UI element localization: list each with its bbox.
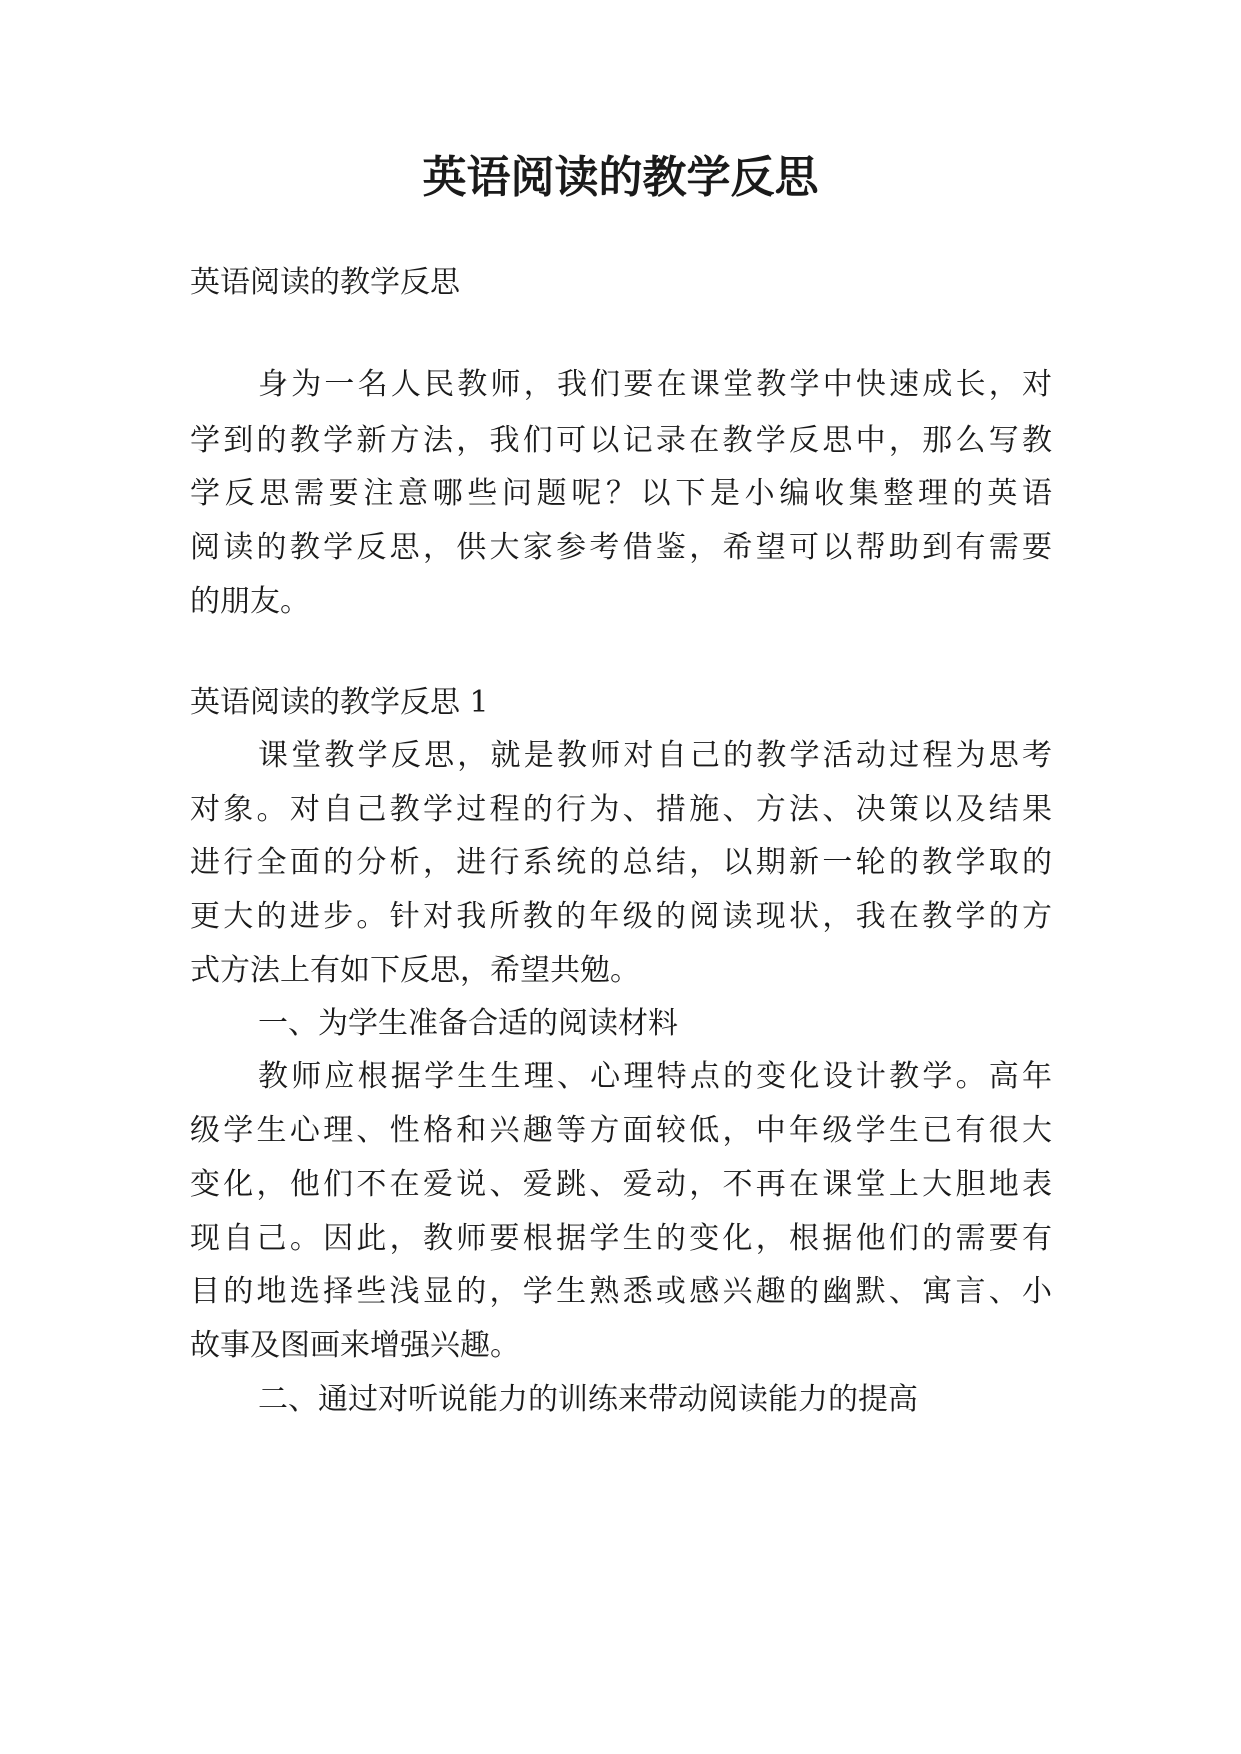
intro-line: 学到的教学新方法，我们可以记录在教学反思中，那么写教 xyxy=(190,423,1052,458)
point2-heading: 二、通过对听说能力的训练来带动阅读能力的提高 xyxy=(258,1382,918,1417)
section1-line: 更大的进步。针对我所教的年级的阅读现状，我在教学的方 xyxy=(190,899,1052,934)
intro-line: 学反思需要注意哪些问题呢？以下是小编收集整理的英语 xyxy=(190,476,1052,511)
point1-line: 目的地选择些浅显的，学生熟悉或感兴趣的幽默、寓言、小 xyxy=(190,1274,1052,1309)
document-subtitle: 英语阅读的教学反思 xyxy=(190,265,460,300)
intro-line: 的朋友。 xyxy=(190,584,310,619)
point1-line: 变化，他们不在爱说、爱跳、爱动，不再在课堂上大胆地表 xyxy=(190,1167,1052,1202)
section-heading: 英语阅读的教学反思 1 xyxy=(190,685,489,720)
section1-line: 进行全面的分析，进行系统的总结，以期新一轮的教学取的 xyxy=(190,845,1052,880)
point1-line: 教师应根据学生生理、心理特点的变化设计教学。高年 xyxy=(258,1059,1052,1094)
section1-line: 课堂教学反思，就是教师对自己的教学活动过程为思考 xyxy=(258,738,1052,773)
point1-heading: 一、为学生准备合适的阅读材料 xyxy=(258,1006,678,1041)
intro-line: 身为一名人民教师，我们要在课堂教学中快速成长，对 xyxy=(258,367,1052,402)
intro-line: 阅读的教学反思，供大家参考借鉴，希望可以帮助到有需要 xyxy=(190,530,1052,565)
document-title: 英语阅读的教学反思 xyxy=(422,152,819,203)
point1-line: 级学生心理、性格和兴趣等方面较低，中年级学生已有很大 xyxy=(190,1113,1052,1148)
section1-line: 式方法上有如下反思，希望共勉。 xyxy=(190,953,640,988)
point1-line: 故事及图画来增强兴趣。 xyxy=(190,1328,520,1363)
point1-line: 现自己。因此，教师要根据学生的变化，根据他们的需要有 xyxy=(190,1221,1052,1256)
section1-line: 对象。对自己教学过程的行为、措施、方法、决策以及结果 xyxy=(190,792,1052,827)
